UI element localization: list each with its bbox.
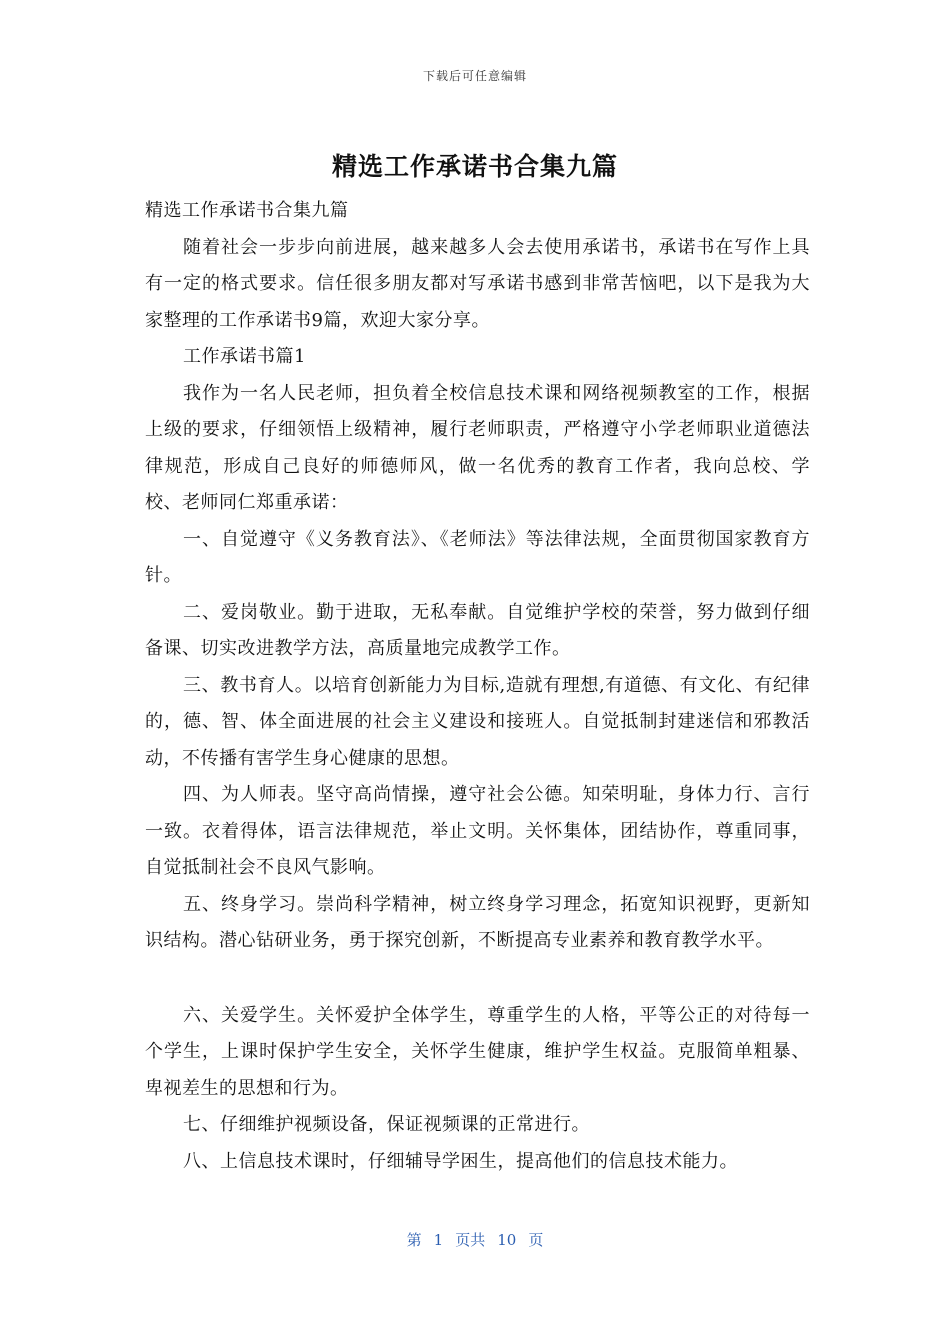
pledge-item-6: 六、关爱学生。关怀爱护全体学生，尊重学生的人格，平等公正的对待每一个学生，上课时保护学生安全，关怀学生健康，维护学生权益。克服简单粗暴、卑视差生的思想和行为。 [145,1004,810,1099]
opening-paragraph: 我作为一名人民老师，担负着全校信息技术课和网络视频教室的工作，根据上级的要求，仔细领悟上级精神，履行老师职责，严格遵守小学老师职业道德法律规范，形成自己良好的师德师风，做一名优秀的教育工作者，我向总校、学校、老师同仁郑重承诺： [145,382,810,513]
intro-paragraph: 随着社会一步步向前进展，越来越多人会去使用承诺书，承诺书在写作上具有一定的格式要求。信任很多朋友都对写承诺书感到非常苦恼吧，以下是我为大家整理的工作承诺书9篇，欢迎大家分享。 [145,236,810,331]
section-heading: 工作承诺书篇1 [183,346,306,367]
document-body [145,193,810,1180]
subtitle-line: 精选工作承诺书合集九篇 [145,200,349,221]
pledge-item-7: 七、仔细维护视频设备，保证视频课的正常进行。 [183,1114,590,1135]
footer-current-page: 1 [433,1231,444,1249]
footer-word-of-total: 页共 [455,1231,486,1249]
footer-word-page: 第 [406,1231,422,1249]
pledge-item-2: 二、爱岗敬业。勤于进取，无私奉献。自觉维护学校的荣誉，努力做到仔细备课、切实改进教学方法，高质量地完成教学工作。 [145,601,810,659]
pledge-item-8: 八、上信息技术课时，仔细辅导学困生，提高他们的信息技术能力。 [183,1150,738,1172]
footer-total-pages: 10 [497,1231,517,1249]
header-note: 下载后可任意编辑 [422,69,527,83]
pledge-item-4: 四、为人师表。坚守高尚情操，遵守社会公德。知荣明耻，身体力行、言行一致。衣着得体，语言法律规范，举止文明。关怀集体，团结协作，尊重同事，自觉抵制社会不良风气影响。 [145,784,810,878]
page-title: 精选工作承诺书合集九篇 [331,152,618,181]
page-number-footer [0,1229,950,1250]
pledge-item-3: 三、教书育人。以培育创新能力为目标,造就有理想,有道德、有文化、有纪律的，德、智、体全面进展的社会主义建设和接班人。自觉抵制封建迷信和邪教活动，不传播有害学生身心健康的思想。 [145,674,810,769]
footer-word-page-end: 页 [528,1231,544,1249]
pledge-item-5: 五、终身学习。崇尚科学精神，树立终身学习理念，拓宽知识视野，更新知识结构。潜心钻研业务，勇于探究创新，不断提高专业素养和教育教学水平。 [145,893,810,951]
pledge-item-1: 一、自觉遵守《义务教育法》、《老师法》等法律法规，全面贯彻国家教育方针。 [145,528,810,586]
